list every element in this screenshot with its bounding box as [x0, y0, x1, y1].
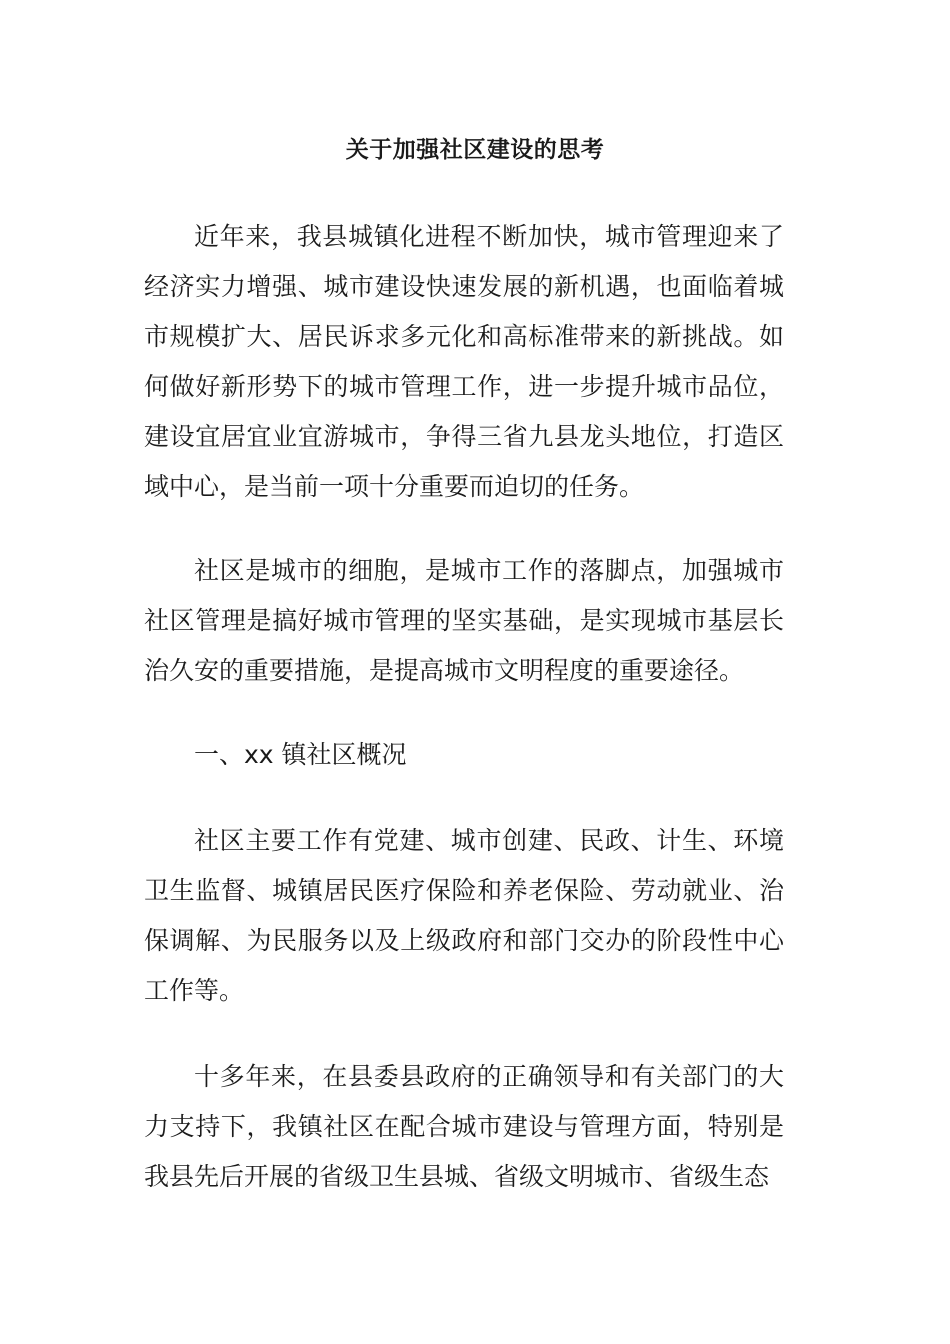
paragraph-community-work: 社区主要工作有党建、城市创建、民政、计生、环境卫生监督、城镇居民医疗保险和养老保险、劳动就业、治保调解、为民服务以及上级政府和部门交办的阶段性中心工作等。 [144, 826, 784, 1005]
paragraph-achievements: 十多年来，在县委县政府的正确领导和有关部门的大力支持下，我镇社区在配合城市建设与管理方面，特别是我县先后开展的省级卫生县城、省级文明城市、省级生态 [144, 1062, 784, 1191]
document-title: 关于加强社区建设的思考 [345, 137, 605, 163]
section-heading-overview: 一、xx 镇社区概况 [194, 740, 407, 769]
paragraph-intro: 近年来，我县城镇化进程不断加快，城市管理迎来了经济实力增强、城市建设快速发展的新机遇，也面临着城市规模扩大、居民诉求多元化和高标准带来的新挑战。如何做好新形势下的城市管理工作，进一步提升城市品位，建设宜居宜业宜游城市，争得三省九县龙头地位，打造区域中心，是当前一项十分重要而迫切的任务。 [144, 222, 784, 501]
paragraph-community-importance: 社区是城市的细胞，是城市工作的落脚点，加强城市社区管理是搞好城市管理的坚实基础，是实现城市基层长治久安的重要措施，是提高城市文明程度的重要途径。 [144, 556, 784, 685]
